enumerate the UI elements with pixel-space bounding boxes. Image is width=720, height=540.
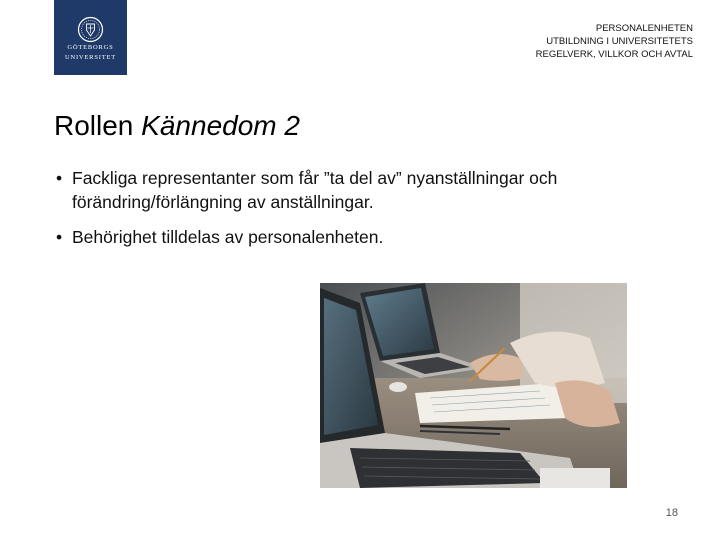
bullet-list	[54, 166, 674, 260]
office-laptops-photo	[320, 283, 627, 488]
slide-title	[54, 110, 300, 142]
title-normal: Rollen	[54, 110, 142, 141]
university-seal-icon	[76, 16, 105, 43]
bullet-item	[54, 166, 674, 214]
bullet-marker: •	[56, 227, 63, 247]
logo-text-line2: UNIVERSITET	[64, 54, 117, 61]
header-department	[536, 22, 693, 61]
header-line-2: UTBILDNING I UNIVERSITETETS	[546, 36, 693, 47]
laptops-desk-image	[320, 283, 627, 488]
page-number: 18	[665, 507, 678, 519]
bullet-text: Behörighet tilldelas av personalenheten.	[72, 227, 384, 247]
logo-text-line1: GÖTEBORGS	[67, 44, 114, 51]
bullet-text: Fackliga representanter som får ”ta del av” nyanställningar och förändring/förlängning av anställningar.	[72, 168, 558, 212]
header-line-3: REGELVERK, VILLKOR OCH AVTAL	[535, 49, 693, 60]
bullet-item	[54, 225, 674, 249]
title-italic: Kännedom 2	[141, 110, 300, 141]
bullet-marker: •	[56, 168, 63, 188]
header-line-1: PERSONALENHETEN	[595, 23, 693, 34]
university-logo	[54, 0, 127, 75]
